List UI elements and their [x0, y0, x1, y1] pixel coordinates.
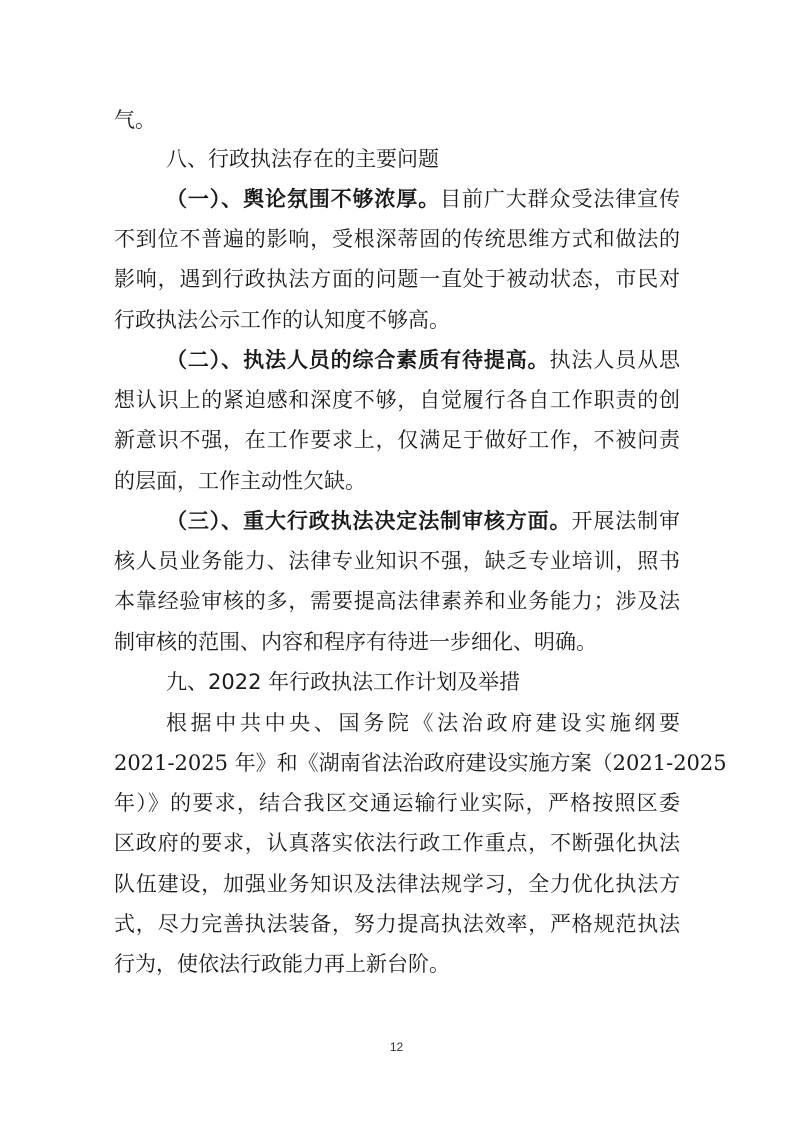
paragraph-line: 式，尽力完善执法装备，努力提高执法效率，严格规范执法	[114, 912, 680, 936]
subsection-3-line	[166, 501, 680, 541]
paragraph-line: 根据中共中央、国务院《法治政府建设实施纲要	[166, 711, 680, 735]
paragraph-line: 制审核的范围、内容和程序有待进一步细化、明确。	[114, 630, 597, 654]
paragraph-line: 队伍建设，加强业务知识及法律法规学习，全力优化执法方	[114, 872, 680, 896]
paragraph-line: 年）》的要求，结合我区交通运输行业实际，严格按照区委	[114, 791, 680, 815]
paragraph-line: 想认识上的紧迫感和深度不够，自觉履行各自工作职责的创	[114, 388, 680, 412]
paragraph-line: 2021-2025 年》和《湖南省法治政府建设实施方案（2021-2025	[114, 751, 727, 775]
subsection-2-line	[166, 340, 680, 380]
subsection-1-line	[166, 179, 680, 219]
paragraph-line: 影响，遇到行政执法方面的问题一直处于被动状态，市民对	[114, 267, 680, 291]
subsection-3-text: 开展法制审	[571, 509, 681, 533]
para-fragment-line: 气。	[114, 108, 156, 132]
section-heading-8: 八、行政执法存在的主要问题	[166, 147, 439, 171]
paragraph-line: 不到位不普遍的影响，受根深蒂固的传统思维方式和做法的	[114, 227, 680, 251]
subsection-2-title: （二）、执法人员的综合素质有待提高。	[166, 348, 550, 372]
subsection-2-text: 执法人员从思	[549, 348, 681, 372]
paragraph-line: 行政执法公示工作的认知度不够高。	[114, 308, 450, 332]
page-number: 12	[389, 1040, 404, 1054]
paragraph-line: 新意识不强，在工作要求上，仅满足于做好工作，不被问责	[114, 428, 680, 452]
paragraph-line: 行为，使依法行政能力再上新台阶。	[114, 952, 450, 976]
paragraph-line: 的层面，工作主动性欠缺。	[114, 469, 366, 493]
subsection-3-title: （三）、重大行政执法决定法制审核方面。	[166, 509, 572, 533]
paragraph-line: 本靠经验审核的多，需要提高法律素养和业务能力；涉及法	[114, 589, 680, 613]
subsection-1-text: 目前广大群众受法律宣传	[440, 187, 681, 211]
section-heading-9: 九、2022 年行政执法工作计划及举措	[166, 670, 521, 694]
subsection-1-title: （一）、舆论氛围不够浓厚。	[166, 187, 441, 211]
paragraph-line: 核人员业务能力、法律专业知识不强，缺乏专业培训，照书	[114, 549, 680, 573]
paragraph-line: 区政府的要求，认真落实依法行政工作重点，不断强化执法	[114, 831, 680, 855]
